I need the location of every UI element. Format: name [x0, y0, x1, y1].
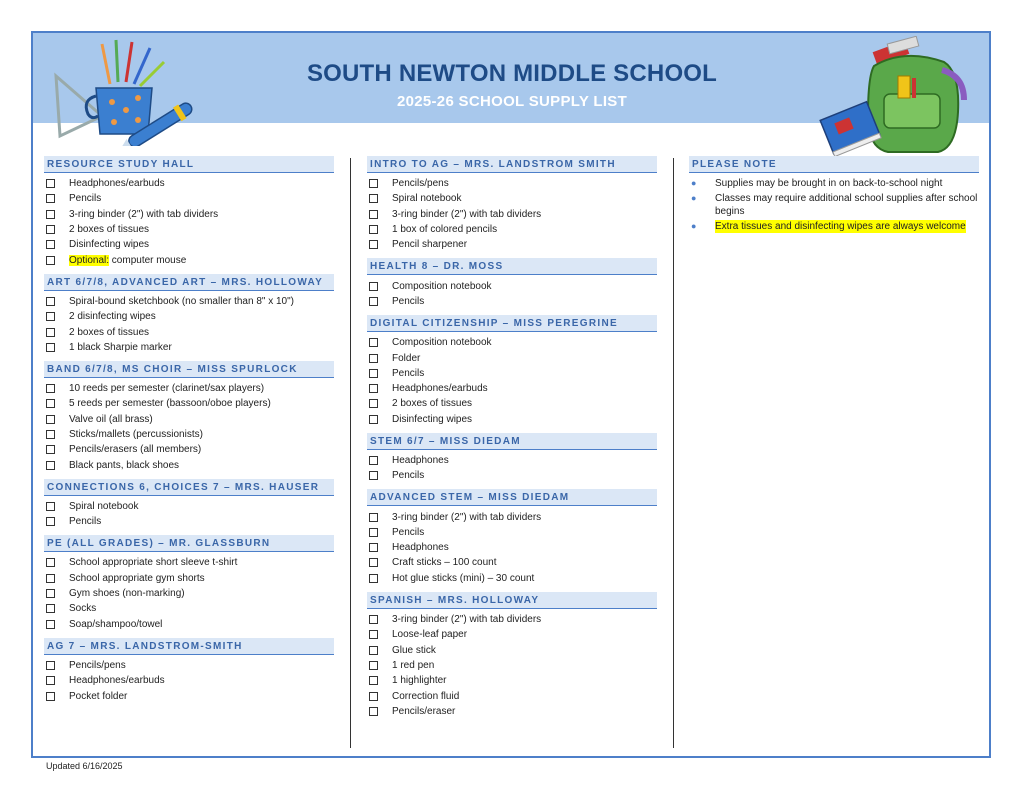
- supply-item: [367, 191, 657, 206]
- supply-item: [44, 412, 334, 427]
- supply-item: [367, 658, 657, 673]
- supply-item-label: School appropriate short sleeve t-shirt: [69, 557, 238, 569]
- supply-item: [367, 704, 657, 719]
- supply-item-optional: [44, 252, 334, 267]
- supply-item: [367, 453, 657, 468]
- checkbox[interactable]: [46, 676, 55, 685]
- supply-item: [44, 673, 334, 688]
- section-header: INTRO TO AG – MRS. LANDSTROM SMITH: [367, 156, 657, 173]
- checkbox[interactable]: [46, 430, 55, 439]
- supply-item-label: Composition notebook: [392, 337, 492, 349]
- supply-item-label: 1 black Sharpie marker: [69, 341, 172, 353]
- checkbox[interactable]: [46, 502, 55, 511]
- checkbox[interactable]: [46, 297, 55, 306]
- supply-item-label: Hot glue sticks (mini) – 30 count: [392, 572, 535, 584]
- supply-item: [367, 350, 657, 365]
- supply-item: [44, 324, 334, 339]
- checkbox[interactable]: [369, 471, 378, 480]
- supply-item-label: Spiral notebook: [392, 193, 462, 205]
- supply-item-label: Pencils/pens: [392, 178, 449, 190]
- supply-list: [367, 335, 657, 427]
- checkbox[interactable]: [369, 210, 378, 219]
- checkbox[interactable]: [46, 343, 55, 352]
- supply-item: [44, 601, 334, 616]
- school-name: SOUTH NEWTON MIDDLE SCHOOL: [306, 60, 718, 87]
- checkbox[interactable]: [369, 384, 378, 393]
- section-connections-6-choices-7-mrs-hauser: [44, 479, 334, 530]
- section-header: STEM 6/7 – MISS DIEDAM: [367, 433, 657, 450]
- supply-item: [367, 627, 657, 642]
- supply-item-label: Pencils/erasers (all members): [69, 444, 202, 456]
- supply-list: [44, 499, 334, 530]
- supply-item-label: Pocket folder: [69, 690, 128, 702]
- supply-item-label: Socks: [69, 603, 97, 615]
- bullet-icon: ●: [691, 220, 697, 231]
- checkbox[interactable]: [369, 194, 378, 203]
- checkbox[interactable]: [46, 312, 55, 321]
- section-spanish-mrs-holloway: [367, 592, 657, 719]
- supply-item-label: School appropriate gym shorts: [69, 572, 205, 584]
- supply-list: [44, 658, 334, 704]
- supply-item-label: 3-ring binder (2") with tab dividers: [392, 208, 542, 220]
- supply-item: [367, 412, 657, 427]
- checkbox[interactable]: [369, 513, 378, 522]
- section-header: DIGITAL CITIZENSHIP – MISS PEREGRINE: [367, 315, 657, 332]
- checkbox[interactable]: [369, 528, 378, 537]
- checkbox[interactable]: [369, 415, 378, 424]
- supply-item-label: Disinfecting wipes: [69, 239, 150, 251]
- note-item: [689, 192, 979, 219]
- supply-item: [367, 525, 657, 540]
- checkbox[interactable]: [46, 604, 55, 613]
- section-header: PE (ALL GRADES) – MR. GLASSBURN: [44, 535, 334, 552]
- supply-item: [44, 571, 334, 586]
- supply-item: [44, 309, 334, 324]
- section-art-6-7-8-advanced-art-mrs-holloway: [44, 274, 334, 355]
- bullet-icon: ●: [691, 178, 697, 188]
- checkbox[interactable]: [46, 445, 55, 454]
- supply-item: [367, 222, 657, 237]
- supply-item-label: 1 highlighter: [392, 675, 447, 687]
- section-intro-to-ag-mrs-landstrom-smith: [367, 156, 657, 252]
- supply-item-label: Folder: [392, 352, 421, 364]
- supply-item-label: 3-ring binder (2") with tab dividers: [392, 614, 542, 626]
- supply-item: [367, 381, 657, 396]
- supply-item-label: Pencils: [69, 516, 102, 528]
- section-header: SPANISH – MRS. HOLLOWAY: [367, 592, 657, 609]
- checkbox[interactable]: [46, 225, 55, 234]
- checkbox[interactable]: [46, 620, 55, 629]
- checkbox[interactable]: [369, 615, 378, 624]
- optional-label: Optional:: [69, 254, 110, 266]
- supply-item-label: Pencils: [392, 295, 425, 307]
- optional-text: computer mouse: [109, 254, 187, 266]
- section-header: AG 7 – MRS. LANDSTROM-SMITH: [44, 638, 334, 655]
- note-text: Extra tissues and disinfecting wipes are always welcome: [715, 220, 966, 232]
- notes-column: [689, 156, 979, 234]
- supply-list: [367, 453, 657, 484]
- notes-header: PLEASE NOTE: [689, 156, 979, 173]
- checkbox[interactable]: [369, 707, 378, 716]
- supply-item: [44, 688, 334, 703]
- checkbox[interactable]: [369, 646, 378, 655]
- checkbox[interactable]: [369, 179, 378, 188]
- checkbox[interactable]: [369, 282, 378, 291]
- supply-item: [367, 366, 657, 381]
- checkbox[interactable]: [369, 338, 378, 347]
- supply-list: [44, 176, 334, 268]
- supply-item: [44, 555, 334, 570]
- supply-item: [44, 237, 334, 252]
- checkbox[interactable]: [46, 384, 55, 393]
- supply-item-label: 10 reeds per semester (clarinet/sax players): [69, 383, 265, 395]
- checkbox[interactable]: [46, 517, 55, 526]
- supply-item-label: Headphones/earbuds: [392, 383, 488, 395]
- supply-item-label: 2 disinfecting wipes: [69, 311, 156, 323]
- section-header: HEALTH 8 – DR. MOSS: [367, 258, 657, 275]
- supply-item: [367, 335, 657, 350]
- supply-item: [367, 237, 657, 252]
- supply-item: [44, 658, 334, 673]
- note-text: Classes may require additional school supplies after school begins: [715, 192, 978, 217]
- supply-item-label: Sticks/mallets (percussionists): [69, 429, 203, 440]
- checkbox[interactable]: [369, 456, 378, 465]
- supply-item: [367, 176, 657, 191]
- supply-item-label: Gym shoes (non-marking): [69, 588, 185, 600]
- checkbox[interactable]: [46, 415, 55, 424]
- column-divider: [673, 158, 674, 748]
- supply-item-label: Spiral notebook: [69, 500, 139, 512]
- supply-item: [367, 688, 657, 703]
- supply-item-label: Loose-leaf paper: [392, 629, 468, 641]
- checkbox[interactable]: [46, 194, 55, 203]
- updated-date: Updated 6/16/2025: [46, 761, 123, 771]
- supply-item: [44, 207, 334, 222]
- supply-item-label: Pencils: [69, 193, 102, 205]
- checkbox[interactable]: [46, 692, 55, 701]
- supply-item-label: Pencil sharpener: [392, 239, 468, 251]
- supply-item-label: Composition notebook: [392, 280, 492, 292]
- supply-item: [44, 191, 334, 206]
- checkbox[interactable]: [369, 369, 378, 378]
- checkbox[interactable]: [46, 240, 55, 249]
- supply-item: [367, 294, 657, 309]
- list-title: 2025-26 SCHOOL SUPPLY LIST: [396, 93, 628, 110]
- note-item: [689, 220, 979, 234]
- supply-item: [44, 294, 334, 309]
- supply-item: [367, 468, 657, 483]
- section-advanced-stem-miss-diedam: [367, 489, 657, 585]
- section-header: BAND 6/7/8, MS CHOIR – MISS SPURLOCK: [44, 361, 334, 378]
- section-header: ADVANCED STEM – MISS DIEDAM: [367, 489, 657, 506]
- checkbox[interactable]: [369, 543, 378, 552]
- supply-item-label: 1 red pen: [392, 659, 435, 671]
- supply-item-label: Pencils/pens: [69, 659, 126, 671]
- checkbox[interactable]: [46, 210, 55, 219]
- supply-item: [44, 396, 334, 411]
- supply-item-label: Glue stick: [392, 644, 436, 656]
- supply-item-label: Headphones: [392, 455, 449, 466]
- left-column: [44, 156, 334, 710]
- supply-list: [44, 294, 334, 355]
- supply-item-label: Pencils: [392, 470, 425, 482]
- checkbox[interactable]: [46, 574, 55, 583]
- supply-item-label: Correction fluid: [392, 690, 460, 702]
- checkbox[interactable]: [46, 589, 55, 598]
- checkbox[interactable]: [46, 461, 55, 470]
- supply-item-label: Pencils/eraser: [392, 705, 456, 717]
- supply-item-label: Headphones/earbuds: [69, 675, 165, 687]
- supply-item-label: Headphones: [392, 542, 449, 554]
- section-ag-7-mrs-landstrom-smith: [44, 638, 334, 704]
- note-text: Supplies may be brought in on back-to-school night: [715, 178, 943, 189]
- section-health-8-dr-moss: [367, 258, 657, 309]
- supply-item-label: Craft sticks – 100 count: [392, 557, 497, 569]
- checkbox[interactable]: [369, 676, 378, 685]
- checkbox[interactable]: [46, 328, 55, 337]
- supply-item: [44, 499, 334, 514]
- checkbox[interactable]: [369, 630, 378, 639]
- notes-list: [689, 177, 979, 233]
- supply-item-label: 5 reeds per semester (bassoon/oboe players): [69, 398, 271, 410]
- section-header: CONNECTIONS 6, CHOICES 7 – MRS. HAUSER: [44, 479, 334, 496]
- checkbox[interactable]: [369, 574, 378, 583]
- supply-item: [367, 643, 657, 658]
- supply-item-label: Headphones/earbuds: [69, 178, 165, 190]
- checkbox[interactable]: [369, 399, 378, 408]
- supply-item-label: 2 boxes of tissues: [69, 224, 150, 236]
- supply-item: [44, 514, 334, 529]
- note-item: [689, 177, 979, 191]
- checkbox[interactable]: [369, 240, 378, 249]
- supply-item: [44, 457, 334, 472]
- supply-list: [44, 555, 334, 631]
- supply-item-label: 2 boxes of tissues: [69, 326, 150, 338]
- supply-list: [44, 381, 334, 473]
- checkbox[interactable]: [369, 225, 378, 234]
- column-divider: [350, 158, 351, 748]
- supply-item-label: Valve oil (all brass): [69, 413, 153, 425]
- supply-item: [44, 340, 334, 355]
- supply-item-label: Spiral-bound sketchbook (no smaller than 8" x 10"): [69, 295, 294, 307]
- section-digital-citizenship-miss-peregrine: [367, 315, 657, 427]
- supply-item: [44, 442, 334, 457]
- section-header: ART 6/7/8, ADVANCED ART – MRS. HOLLOWAY: [44, 274, 334, 291]
- pencil-cup-illustration: [52, 36, 202, 146]
- supply-item-label: Pencils: [392, 526, 425, 538]
- section-resource-study-hall: [44, 156, 334, 268]
- supply-item: [44, 381, 334, 396]
- supply-item: [367, 396, 657, 411]
- supply-item: [44, 222, 334, 237]
- bullet-icon: ●: [691, 192, 697, 203]
- section-pe-all-grades-mr-glassburn: [44, 535, 334, 631]
- supply-item-label: Soap/shampoo/towel: [69, 618, 163, 630]
- checkbox[interactable]: [46, 179, 55, 188]
- supply-item: [44, 176, 334, 191]
- supply-item-label: 3-ring binder (2") with tab dividers: [69, 208, 219, 220]
- supply-list: [367, 278, 657, 309]
- checkbox[interactable]: [46, 558, 55, 567]
- supply-item: [367, 571, 657, 586]
- supply-item-label: Black pants, black shoes: [69, 459, 180, 471]
- supply-item-label: 3-ring binder (2") with tab dividers: [392, 511, 542, 523]
- supply-list: [367, 176, 657, 252]
- checkbox[interactable]: [369, 661, 378, 670]
- supply-item: [367, 555, 657, 570]
- checkbox[interactable]: [46, 256, 55, 265]
- section-band-6-7-8-ms-choir-miss-spurlock: [44, 361, 334, 473]
- checkbox[interactable]: [369, 354, 378, 363]
- supply-item-label: Disinfecting wipes: [392, 413, 473, 425]
- supply-item: [367, 278, 657, 293]
- supply-item: [367, 540, 657, 555]
- section-header: RESOURCE STUDY HALL: [44, 156, 334, 173]
- section-stem-6-7-miss-diedam: [367, 433, 657, 484]
- supply-item: [44, 586, 334, 601]
- supply-item-label: 1 box of colored pencils: [392, 224, 498, 236]
- supply-item: [367, 509, 657, 524]
- checkbox[interactable]: [369, 692, 378, 701]
- checkbox[interactable]: [369, 297, 378, 306]
- middle-column: [367, 156, 657, 725]
- supply-item: [367, 207, 657, 222]
- supply-item: [367, 612, 657, 627]
- supply-item: [44, 427, 334, 442]
- supply-item: [367, 673, 657, 688]
- checkbox[interactable]: [46, 661, 55, 670]
- checkbox[interactable]: [46, 399, 55, 408]
- supply-list: [367, 612, 657, 719]
- supply-list: [367, 509, 657, 585]
- supply-item: [44, 617, 334, 632]
- supply-item-label: 2 boxes of tissues: [392, 398, 473, 410]
- supply-item-label: Pencils: [392, 367, 425, 379]
- checkbox[interactable]: [369, 558, 378, 567]
